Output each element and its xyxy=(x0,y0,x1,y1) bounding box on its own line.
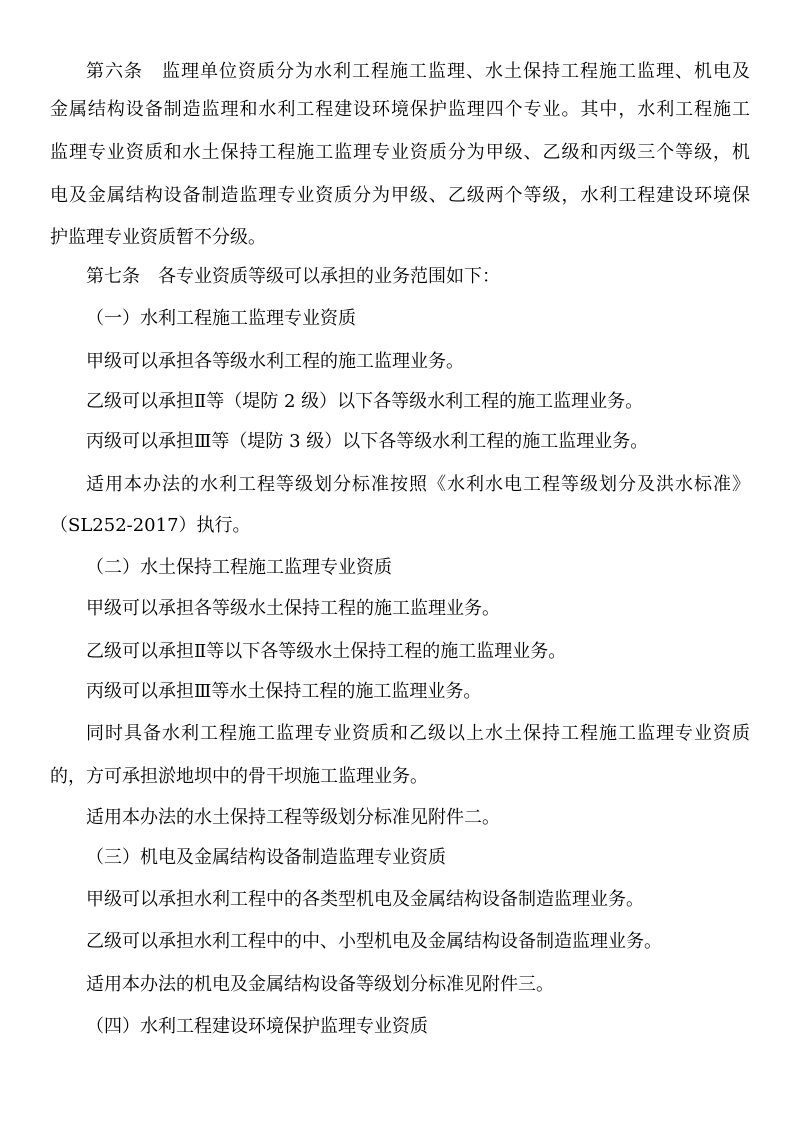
article-6-line-1: 第六条 监理单位资质分为水利工程施工监理、水土保持工程施工监理、机电及 xyxy=(86,61,750,82)
section-2-grade-c: 丙级可以承担Ⅲ等水土保持工程的施工监理业务。 xyxy=(86,681,482,702)
section-3-heading: （三）机电及金属结构设备制造监理专业资质 xyxy=(86,847,446,868)
article-6-line-4: 电及金属结构设备制造监理专业资质分为甲级、乙级两个等级，水利工程建设环境保 xyxy=(50,185,750,206)
article-7-heading: 第七条 各专业资质等级可以承担的业务范围如下： xyxy=(86,266,500,287)
section-1-grade-c: 丙级可以承担Ⅲ等（堤防 3 级）以下各等级水利工程的施工监理业务。 xyxy=(86,431,649,452)
section-1-heading: （一）水利工程施工监理专业资质 xyxy=(86,308,356,329)
section-2-grade-a: 甲级可以承担各等级水土保持工程的施工监理业务。 xyxy=(86,598,500,619)
section-3-standard: 适用本办法的机电及金属结构设备等级划分标准见附件三。 xyxy=(86,974,554,995)
section-3-grade-a: 甲级可以承担水利工程中的各类型机电及金属结构设备制造监理业务。 xyxy=(86,889,644,910)
article-6-line-3: 监理专业资质和水土保持工程施工监理专业资质分为甲级、乙级和丙级三个等级，机 xyxy=(50,142,750,163)
section-2-dual-qualification-line-2: 的，方可承担淤地坝中的骨干坝施工监理业务。 xyxy=(50,766,428,787)
section-2-dual-qualification-line-1: 同时具备水利工程施工监理专业资质和乙级以上水土保持工程施工监理专业资质 xyxy=(86,723,750,744)
section-1-standard-line-2: （SL252-2017）执行。 xyxy=(50,515,251,536)
section-4-heading: （四）水利工程建设环境保护监理专业资质 xyxy=(86,1016,428,1037)
section-2-standard: 适用本办法的水土保持工程等级划分标准见附件二。 xyxy=(86,807,500,828)
section-2-grade-b: 乙级可以承担Ⅱ等以下各等级水土保持工程的施工监理业务。 xyxy=(86,641,567,662)
article-6-line-2: 金属结构设备制造监理和水利工程建设环境保护监理四个专业。其中，水利工程施工 xyxy=(50,99,750,120)
article-6-line-5: 护监理专业资质暂不分级。 xyxy=(50,227,266,248)
section-1-grade-b: 乙级可以承担Ⅱ等（堤防 2 级）以下各等级水利工程的施工监理业务。 xyxy=(86,391,644,412)
section-1-grade-a: 甲级可以承担各等级水利工程的施工监理业务。 xyxy=(86,351,464,372)
section-2-heading: （二）水土保持工程施工监理专业资质 xyxy=(86,557,392,578)
section-1-standard-line-1: 适用本办法的水利工程等级划分标准按照《水利水电工程等级划分及洪水标准》 xyxy=(86,474,750,495)
section-3-grade-b: 乙级可以承担水利工程中的中、小型机电及金属结构设备制造监理业务。 xyxy=(86,931,662,952)
